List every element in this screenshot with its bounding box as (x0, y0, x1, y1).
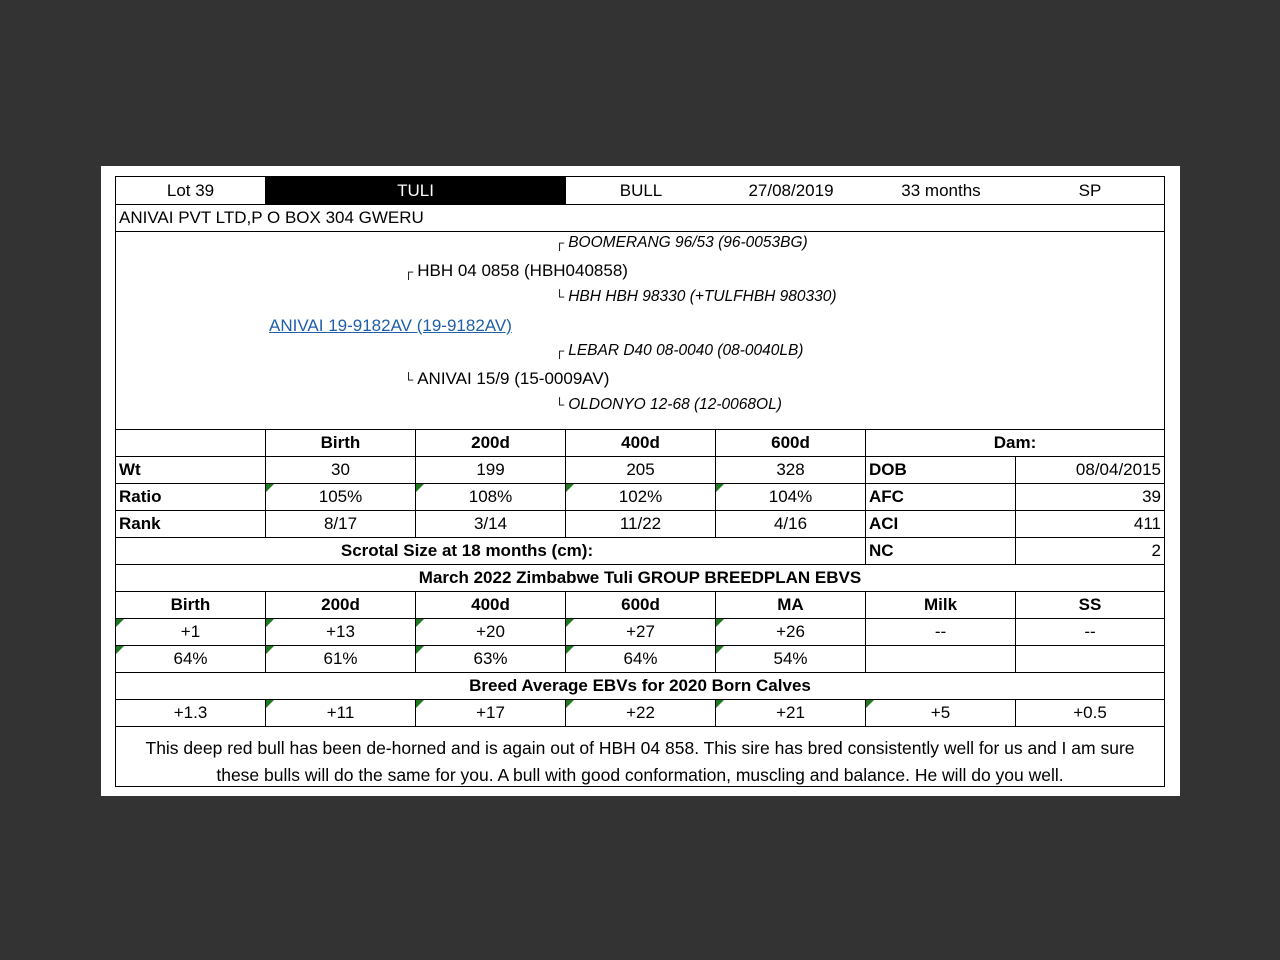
bracket-top-icon: ┌ (555, 343, 565, 358)
ebv-value: -- (1084, 622, 1096, 641)
animal-link[interactable]: ANIVAI 19-9182AV (19-9182AV) (269, 316, 512, 335)
ebv-accuracy: 54% (716, 646, 866, 672)
ebv-col-header: SS (1078, 595, 1102, 614)
table-cell: 104% (716, 484, 866, 510)
average-value: +0.5 (1073, 703, 1107, 722)
weights-col-header: Birth (266, 430, 416, 456)
owner-row (116, 205, 1164, 232)
table-cell: 108% (416, 484, 566, 510)
ebv-col-header: Birth (116, 592, 266, 618)
bracket-bottom-icon: └ (404, 372, 414, 387)
average-value: +21 (716, 700, 866, 726)
average-title-row (116, 673, 1164, 700)
pedigree-dam-dam: └ OLDONYO 12-68 (12-0068OL) (555, 396, 782, 413)
ebv-title-row (116, 565, 1164, 592)
description: This deep red bull has been de-horned and is again out of HBH 04 858. This sire has bred consistently well for us and I am sure these bulls will do the same for you. A bull with good conformation, muscling and balance. He will do you well. (145, 738, 1135, 785)
ebv-accuracy: 64% (116, 646, 266, 672)
ebv-col-header: 200d (266, 592, 416, 618)
weights-col-header: 600d (716, 430, 866, 456)
ebv-col-header: 600d (566, 592, 716, 618)
table-cell: 102% (566, 484, 716, 510)
row-label: Wt (116, 457, 266, 483)
average-values-row (116, 700, 1164, 727)
pedigree-sire-dam: └ HBH HBH 98330 (+TULFHBH 980330) (555, 288, 837, 305)
weights-col-header: 400d (566, 430, 716, 456)
dam-key: NC (866, 538, 1016, 564)
rank-row (116, 511, 1164, 538)
table-cell: 199 (416, 457, 566, 483)
bracket-top-icon: ┌ (404, 264, 414, 279)
ebv-accuracy-row (116, 646, 1164, 673)
table-cell: 105% (266, 484, 416, 510)
sex: BULL (619, 180, 663, 200)
dam-key: ACI (866, 511, 1016, 537)
ebv-accuracy: 64% (566, 646, 716, 672)
birth-date: 27/08/2019 (748, 180, 834, 200)
table-cell: 30 (266, 457, 416, 483)
dam-header: Dam: (993, 433, 1037, 452)
table-cell: 3/14 (416, 511, 566, 537)
table-cell: 205 (566, 457, 716, 483)
owner: ANIVAI PVT LTD,P O BOX 304 GWERU (119, 208, 424, 227)
table-cell: 4/16 (716, 511, 866, 537)
weights-header-row (116, 430, 1164, 457)
average-value: +1.3 (116, 700, 266, 726)
ebv-col-header: Milk (866, 592, 1016, 618)
average-value: +17 (416, 700, 566, 726)
row-label: Rank (116, 511, 266, 537)
average-value: +5 (866, 700, 1016, 726)
lot-number: Lot 39 (116, 177, 266, 204)
ebv-accuracy: 63% (416, 646, 566, 672)
pedigree-sire-sire: ┌ BOOMERANG 96/53 (96-0053BG) (555, 234, 808, 251)
ebv-value: +27 (566, 619, 716, 645)
ebv-accuracy (866, 646, 1016, 672)
ebv-col-header: 400d (416, 592, 566, 618)
ebv-col-header: MA (716, 592, 866, 618)
ebv-accuracy: 61% (266, 646, 416, 672)
pedigree-dam: └ ANIVAI 15/9 (15-0009AV) (404, 369, 610, 388)
scrotal-label: Scrotal Size at 18 months (cm): (116, 538, 866, 564)
dam-value: 2 (1151, 541, 1161, 560)
ebv-accuracy (1016, 646, 1164, 672)
row-label: Ratio (116, 484, 266, 510)
bracket-bottom-icon: └ (555, 289, 565, 304)
pedigree (116, 232, 1164, 430)
average-title: Breed Average EBVs for 2020 Born Calves (469, 676, 811, 695)
status-code: SP (1078, 180, 1102, 200)
dam-value: 08/04/2015 (1075, 460, 1161, 479)
catalogue-sheet (101, 166, 1180, 796)
dam-value: 39 (1142, 487, 1161, 506)
ebv-value: +20 (416, 619, 566, 645)
pedigree-dam-sire: ┌ LEBAR D40 08-0040 (08-0040LB) (555, 342, 804, 359)
scrotal-row (116, 538, 1164, 565)
bracket-bottom-icon: └ (555, 397, 565, 412)
weights-corner (116, 430, 266, 456)
average-value: +22 (566, 700, 716, 726)
pedigree-sire: ┌ HBH 04 0858 (HBH040858) (404, 261, 628, 280)
ebv-value: -- (866, 619, 1016, 645)
table-cell: 328 (716, 457, 866, 483)
lot-table (115, 176, 1165, 787)
age: 33 months (901, 180, 981, 200)
wt-row (116, 457, 1164, 484)
breed-name: TULI (266, 177, 566, 204)
ratio-row (116, 484, 1164, 511)
average-value: +11 (266, 700, 416, 726)
dam-key: DOB (866, 457, 1016, 483)
dam-key: AFC (866, 484, 1016, 510)
ebv-values-row (116, 619, 1164, 646)
ebv-title: March 2022 Zimbabwe Tuli GROUP BREEDPLAN EBVS (418, 568, 862, 587)
ebv-header-row (116, 592, 1164, 619)
ebv-value: +26 (716, 619, 866, 645)
dam-value: 411 (1133, 514, 1161, 533)
ebv-value: +13 (266, 619, 416, 645)
weights-col-header: 200d (416, 430, 566, 456)
header-row (116, 177, 1164, 205)
ebv-value: +1 (116, 619, 266, 645)
bracket-top-icon: ┌ (555, 235, 565, 250)
table-cell: 8/17 (266, 511, 416, 537)
table-cell: 11/22 (566, 511, 716, 537)
